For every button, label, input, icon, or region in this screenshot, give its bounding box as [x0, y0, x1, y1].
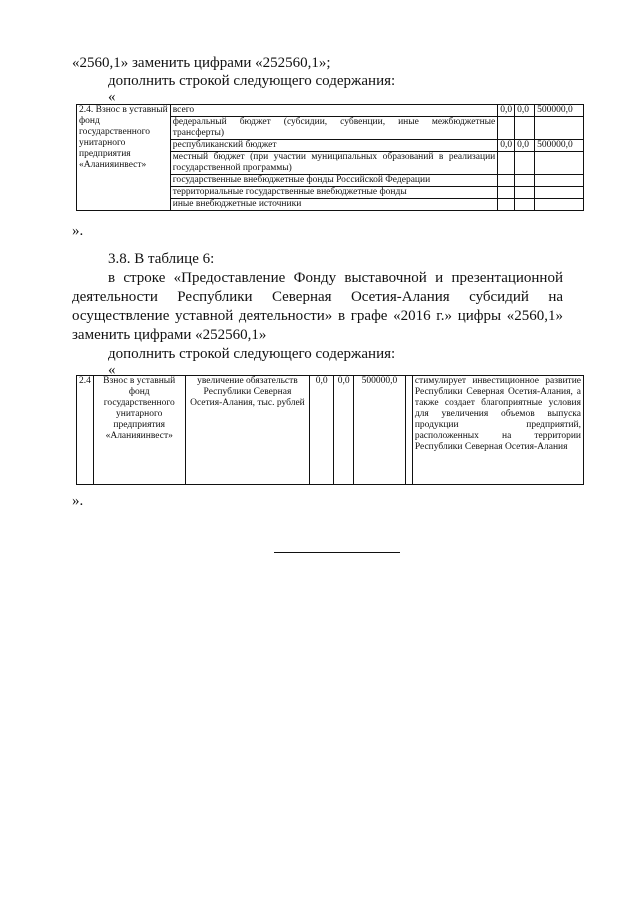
paragraph-line: деятельности Республики Северная Осетия-Алания субсидий на: [72, 289, 563, 305]
table-cell-label: иные внебюджетные источники: [170, 199, 498, 211]
text-append-line: дополнить строкой следующего содержания:: [108, 346, 396, 362]
table-cell-value: [515, 152, 535, 175]
table-cell-label: территориальные государственные внебюджетные фонды: [170, 187, 498, 199]
table-cell-label: федеральный бюджет (субсидии, субвенции, иные межбюджетные трансферты): [170, 117, 498, 140]
section-heading: 3.8. В таблице 6:: [108, 251, 215, 267]
table-cell-value: 500000,0: [535, 140, 584, 152]
open-quote: «: [108, 89, 116, 105]
table-cell-num: 2.4: [77, 376, 94, 485]
paragraph-line: заменить цифрами «252560,1»: [72, 327, 267, 343]
table-cell-value: [498, 152, 515, 175]
table-cell-spacer: [405, 376, 412, 485]
table-cell-value: [498, 175, 515, 187]
table-cell-value: [515, 175, 535, 187]
table-cell-value: [515, 199, 535, 211]
paragraph-line: осуществление уставной деятельности» в графе «2016 г.» цифры «2560,1»: [72, 308, 563, 324]
table-cell-value: 0,0: [515, 105, 535, 117]
table-cell-value: [515, 187, 535, 199]
funding-table: [76, 104, 584, 211]
table-cell-label: местный бюджет (при участии муниципальных образований в реализации государственной программы): [170, 152, 498, 175]
close-quote: ».: [72, 493, 84, 509]
text-append-line: дополнить строкой следующего содержания:: [108, 73, 396, 89]
text-replace-line: «2560,1» заменить цифрами «252560,1»;: [72, 55, 331, 71]
table-cell-value: [535, 199, 584, 211]
paragraph-line: в строке «Предоставление Фонду выставочной и презентационной: [108, 270, 563, 286]
table-row: [77, 376, 584, 485]
table-cell-value: 0,0: [310, 376, 334, 485]
table-cell-label: республиканский бюджет: [170, 140, 498, 152]
table-cell-value: 0,0: [498, 105, 515, 117]
table-cell-value: [515, 117, 535, 140]
table-cell-value: [498, 187, 515, 199]
table-cell-value: 0,0: [515, 140, 535, 152]
table-cell-value: 500000,0: [535, 105, 584, 117]
table-cell-value: [498, 117, 515, 140]
table-cell-value: [535, 152, 584, 175]
table-cell-value: [535, 187, 584, 199]
table-cell-name: Взнос в уставный фонд государственного унитарного предприятия «Аланияинвест»: [93, 376, 185, 485]
measure-table: [76, 375, 584, 485]
table-cell-value: [535, 175, 584, 187]
table-cell-effect: стимулирует инвестиционное развитие Республики Северная Осетия-Алания, а также создает благоприятные условия для увеличения объемов выпуска продукции предприятий, расположенных на территории Республики Северная Осетия-Алания: [412, 376, 583, 485]
table-cell-label: государственные внебюджетные фонды Российской Федерации: [170, 175, 498, 187]
table-cell-value: [535, 117, 584, 140]
table-cell-value: 500000,0: [354, 376, 406, 485]
close-quote: ».: [72, 223, 84, 239]
table-cell-value: [498, 199, 515, 211]
table-cell-value: 0,0: [498, 140, 515, 152]
separator-line: [274, 552, 400, 553]
table-cell-value: 0,0: [334, 376, 354, 485]
open-quote: «: [108, 362, 116, 378]
table-cell-label: всего: [170, 105, 498, 117]
table-cell-indicator: увеличение обязательств Республики Северная Осетия-Алания, тыс. рублей: [185, 376, 310, 485]
table-row: [77, 105, 584, 117]
table-title-cell: 2.4. Взнос в уставный фонд государственного унитарного предприятия «Аланияинвест»: [77, 105, 171, 211]
